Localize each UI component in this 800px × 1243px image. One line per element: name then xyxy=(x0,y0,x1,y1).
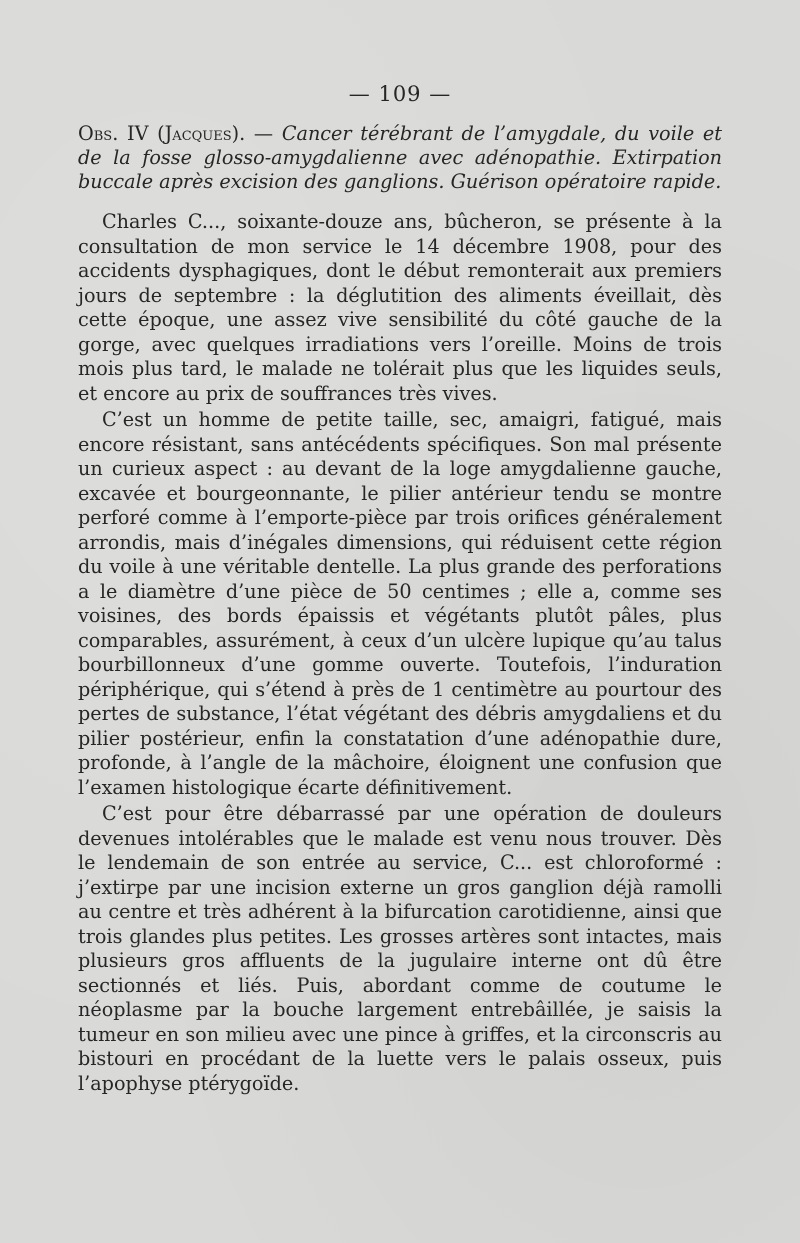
observation-dash: — xyxy=(245,122,282,145)
observation-label: Obs. IV (Jacques). xyxy=(78,122,246,145)
page-number: — 109 — xyxy=(348,82,452,106)
observation-title: Cancer térébrant de l’amygdale, du voile et de la fosse glosso-amygdalienne avec adénopathie. Extirpation buccale après excision des ganglions. Guérison opératoire rapide. xyxy=(78,122,722,193)
paragraph-3: C’est pour être débarrassé par une opération de douleurs devenues intolérables que le malade est venu nous trouver. Dès le lendemain de son entrée au service, C... est chloroformé : j’extirpe par une incision externe un gros ganglion déjà ramolli au centre et très adhérent à la bifurcation carotidienne, ainsi que trois glandes plus petites. Les grosses artères sont intactes, mais plusieurs gros affluents de la jugulaire interne ont dû être sectionnés et liés. Puis, abordant comme de coutume le néoplasme par la bouche largement entrebâillée, je saisis la tumeur en son milieu avec une pince à griffes, et la circonscris au bistouri en procédant de la luette vers le palais osseux, puis l’apophyse ptérygoïde. xyxy=(78,802,722,1095)
book-page xyxy=(78,82,722,1098)
observation-heading xyxy=(78,122,722,194)
paragraph-1: Charles C..., soixante-douze ans, bûcheron, se présente à la consultation de mon service le 14 décembre 1908, pour des accidents dysphagiques, dont le début remonterait aux premiers jours de septembre : la déglutition des aliments éveillait, dès cette époque, une assez vive sensibilité du côté gauche de la gorge, avec quelques irradiations vers l’oreille. Moins de trois mois plus tard, le malade ne tolérait plus que les liquides seuls, et encore au prix de souffrances très vives. xyxy=(78,210,722,405)
paragraph-2: C’est un homme de petite taille, sec, amaigri, fatigué, mais encore résistant, sans antécédents spécifiques. Son mal présente un curieux aspect : au devant de la loge amygdalienne gauche, excavée et bourgeonnante, le pilier antérieur tendu se montre perforé comme à l’emporte-pièce par trois orifices généralement arrondis, mais d’inégales dimensions, qui réduisent cette région du voile à une véritable dentelle. La plus grande des perforations a le diamètre d’une pièce de 50 centimes ; elle a, comme ses voisines, des bords épaissis et végétants plutôt pâles, plus comparables, assurément, à ceux d’un ulcère lupique qu’au talus bourbillonneux d’une gomme ouverte. Toutefois, l’induration périphérique, qui s’étend à près de 1 centimètre au pourtour des pertes de substance, l’état végétant des débris amygdaliens et du pilier postérieur, enfin la constatation d’une adénopathie dure, profonde, à l’angle de la mâchoire, éloignent une confusion que l’examen histologique écarte définitivement. xyxy=(78,408,722,799)
